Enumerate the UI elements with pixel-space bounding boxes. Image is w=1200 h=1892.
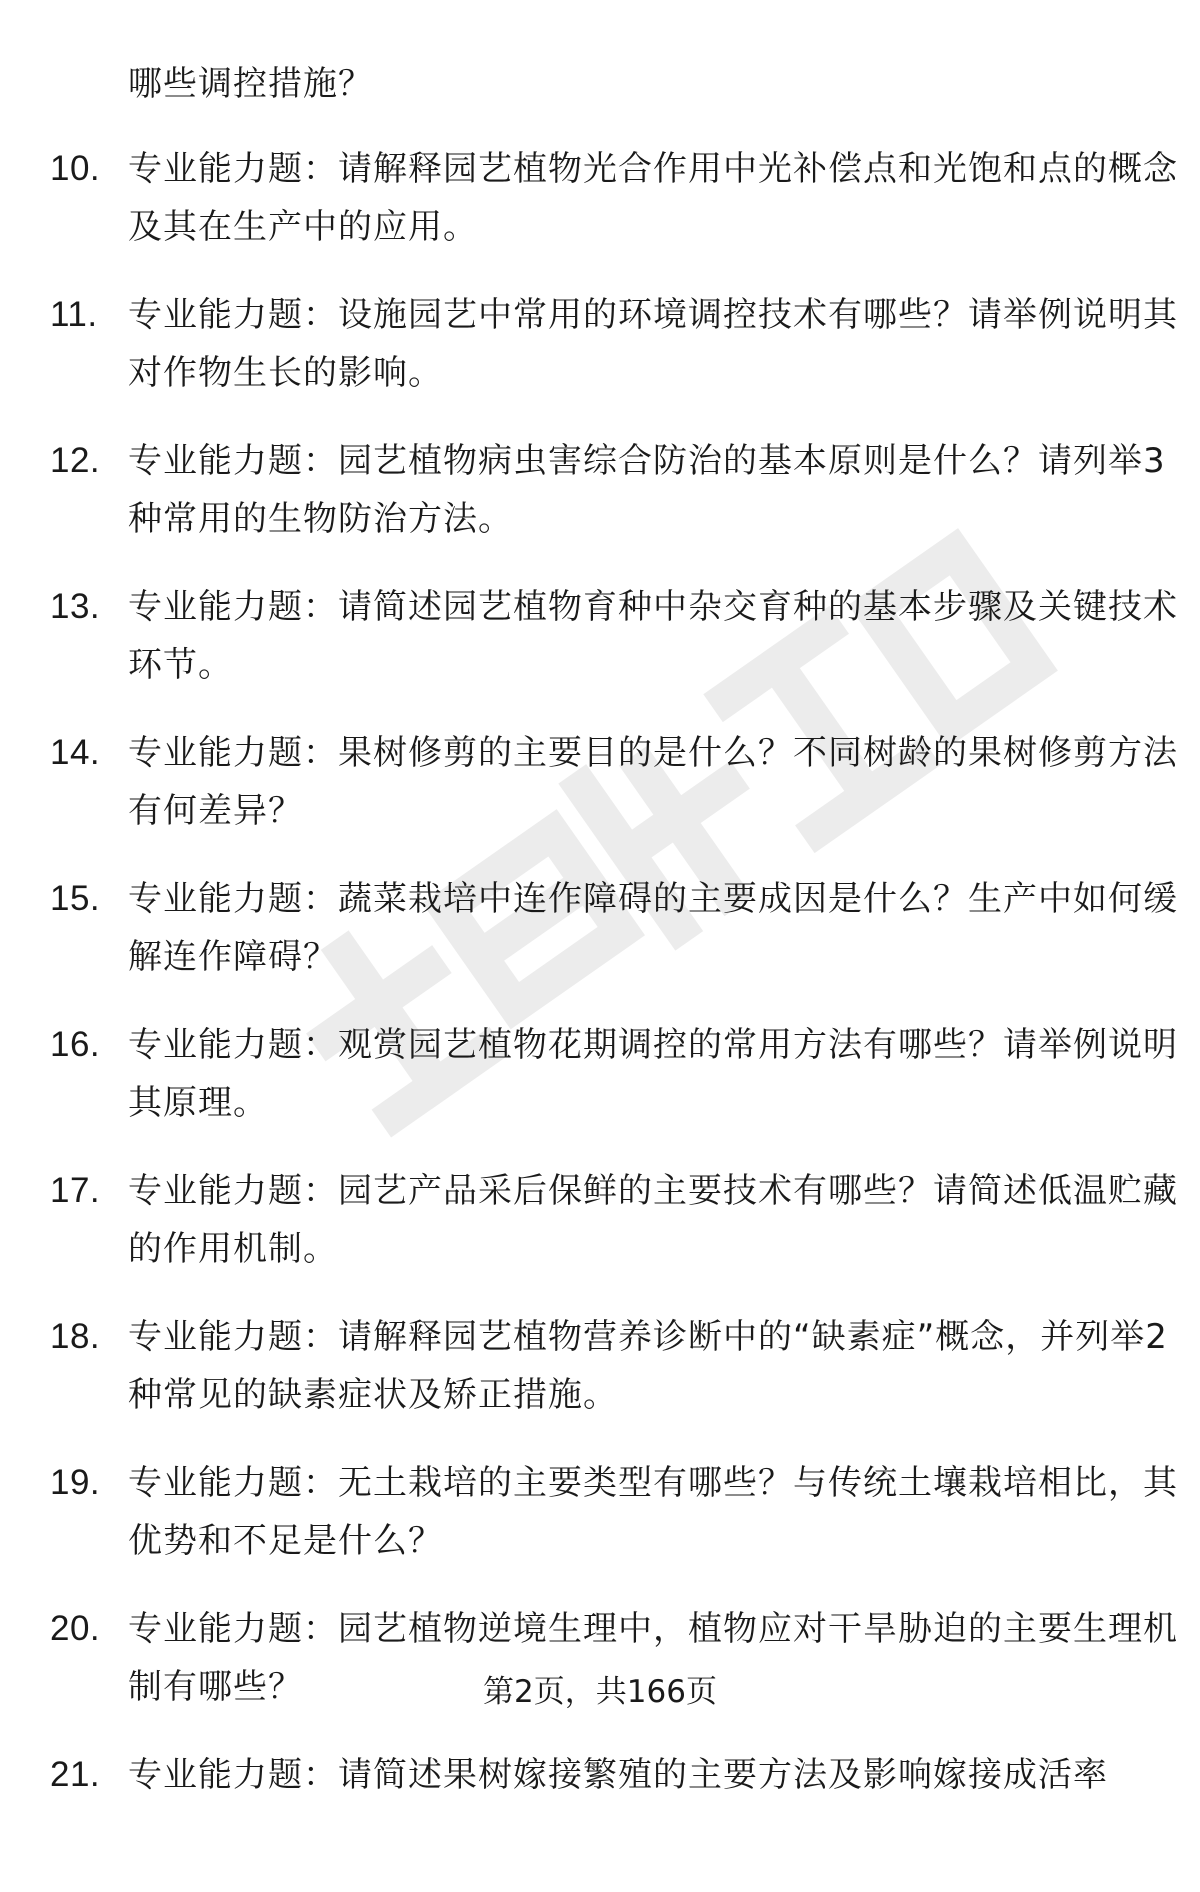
question-item (50, 432, 1166, 578)
question-item (50, 578, 1178, 724)
question-number: 19. (50, 1463, 101, 1502)
question-text: 专业能力题：设施园艺中常用的环境调控技术有哪些？请举例说明其对作物生长的影响。 (128, 295, 1178, 393)
question-number: 11. (50, 295, 98, 334)
question-text: 专业能力题：观赏园艺植物花期调控的常用方法有哪些？请举例说明其原理。 (128, 1025, 1178, 1123)
question-text: 专业能力题：请简述园艺植物育种中杂交育种的基本步骤及关键技术环节。 (128, 587, 1178, 685)
question-number: 12. (50, 441, 101, 480)
question-item (50, 1308, 1168, 1454)
question-text: 专业能力题：请简述果树嫁接繁殖的主要方法及影响嫁接成活率 (128, 1755, 1108, 1795)
question-item (50, 724, 1178, 870)
question-item (50, 1746, 1160, 1892)
question-text: 专业能力题：请解释园艺植物营养诊断中的“缺素症”概念，并列举2种常见的缺素症状及矫正措施。 (128, 1317, 1168, 1415)
question-number: 18. (50, 1317, 101, 1356)
question-item (50, 140, 1178, 286)
question-text: 专业能力题：请解释园艺植物光合作用中光补偿点和光饱和点的概念及其在生产中的应用。 (128, 149, 1178, 247)
question-item (50, 286, 1178, 432)
question-item (50, 1016, 1178, 1162)
question-number: 17. (50, 1171, 101, 1210)
question-text: 专业能力题：无土栽培的主要类型有哪些？与传统土壤栽培相比，其优势和不足是什么？ (128, 1463, 1178, 1561)
question-item (50, 1162, 1178, 1308)
continued-question-text: 哪些调控措施？ (128, 64, 373, 104)
question-number: 20. (50, 1609, 101, 1648)
page-number-footer: 第2页，共166页 (483, 1674, 717, 1710)
question-text: 专业能力题：园艺植物逆境生理中，植物应对干旱胁迫的主要生理机制有哪些？ (128, 1609, 1178, 1707)
question-number: 15. (50, 879, 101, 918)
question-text: 专业能力题：园艺植物病虫害综合防治的基本原则是什么？请列举3种常用的生物防治方法。 (128, 441, 1166, 539)
question-list (50, 140, 1178, 1892)
question-text: 专业能力题：蔬菜栽培中连作障碍的主要成因是什么？生产中如何缓解连作障碍？ (128, 879, 1178, 977)
question-text: 专业能力题：园艺产品采后保鲜的主要技术有哪些？请简述低温贮藏的作用机制。 (128, 1171, 1178, 1269)
question-number: 16. (50, 1025, 101, 1064)
question-number: 10. (50, 149, 101, 188)
question-text: 专业能力题：果树修剪的主要目的是什么？不同树龄的果树修剪方法有何差异？ (128, 733, 1178, 831)
question-number: 21. (50, 1755, 101, 1794)
question-number: 13. (50, 587, 101, 626)
question-item (50, 870, 1178, 1016)
question-number: 14. (50, 733, 101, 772)
question-item (50, 1454, 1178, 1600)
